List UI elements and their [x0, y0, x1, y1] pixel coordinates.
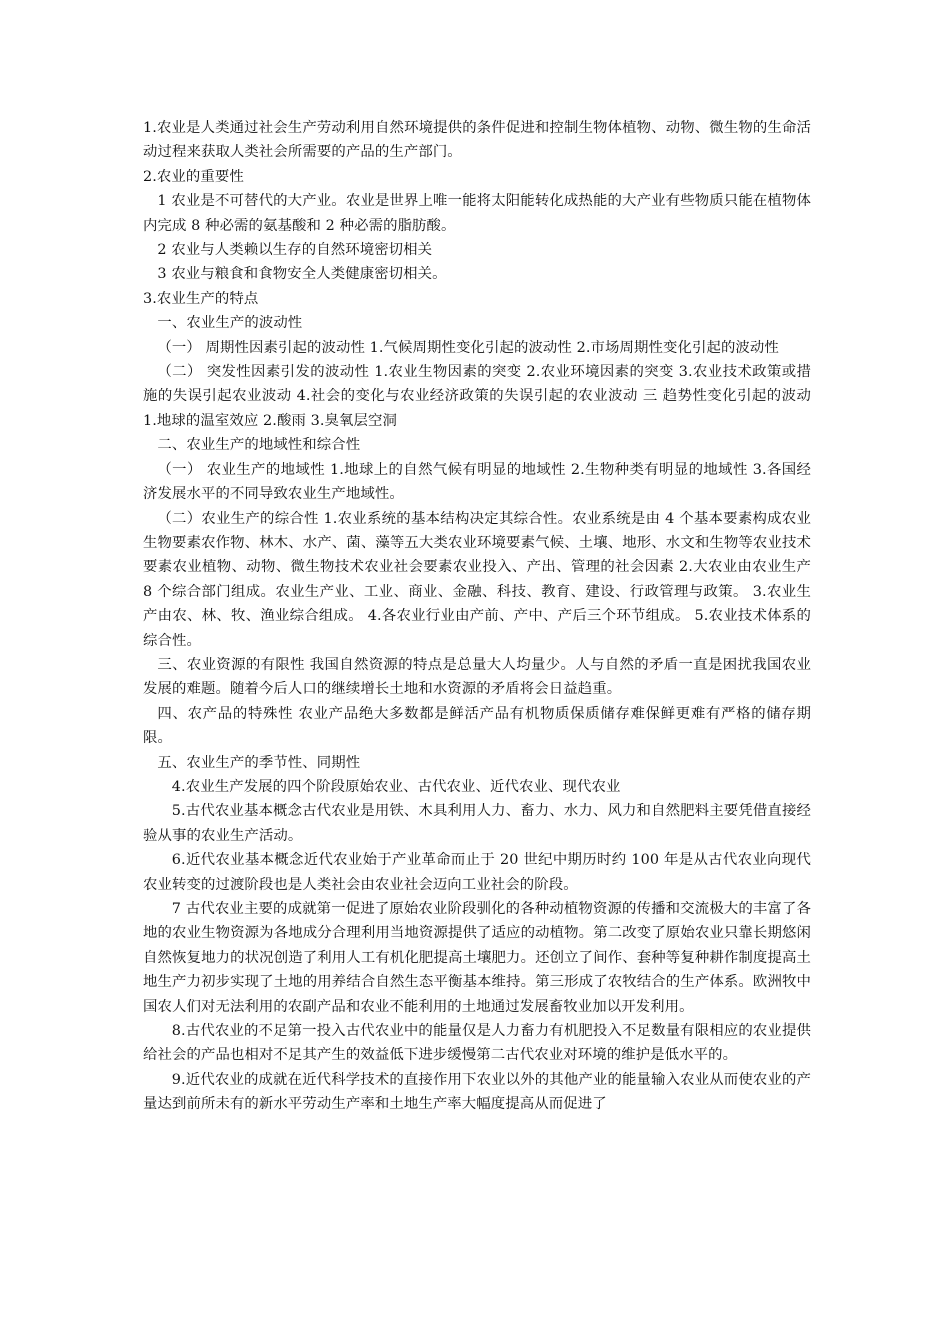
paragraph-periodic-volatility: （一） 周期性因素引起的波动性 1.气候周期性变化引起的波动性 2.市场周期性变化引起的波动性: [157, 339, 779, 356]
paragraph-modern-concept: 6.近代农业基本概念近代农业始于产业革命而止于 20 世纪中期历时约 100 年是从古代农业向现代农业转变的过渡阶段也是人类社会由农业社会迈向工业社会的阶段。: [143, 852, 811, 893]
paragraph-resources: 三、农业资源的有限性 我国自然资源的特点是总量大人均量少。人与自然的矛盾一直是困扰我国农业发展的难题。随着今后人口的继续增长土地和水资源的矛盾将会日益趋重。: [143, 656, 811, 698]
heading-characteristics: 3.农业生产的特点: [143, 290, 259, 307]
subheading-regional: 二、农业生产的地域性和综合性: [157, 437, 361, 454]
paragraph-ancient-shortcomings: 8.古代农业的不足第一投入古代农业中的能量仅是人力畜力有机肥投入不足数量有限相应的农业提供给社会的产品也相对不足其产生的效益低下进步缓慢第二古代农业对环境的维护是低水平的。: [143, 1023, 811, 1064]
paragraph-sudden-volatility: （二） 突发性因素引发的波动性 1.农业生物因素的突变 2.农业环境因素的突变 3.农业技术政策或措施的失误引起农业波动 4.社会的变化与农业经济政策的失误引起的农业波动 三 趋势性变化引起的波动 1.地球的温室效应 2.酸雨 3.臭氧层空洞: [143, 364, 811, 429]
paragraph-regional: （一） 农业生产的地域性 1.地球上的自然气候有明显的地域性 2.生物种类有明显的地域性 3.各国经济发展水平的不同导致农业生产地域性。: [143, 461, 811, 503]
paragraph-products: 四、农产品的特殊性 农业产品绝大多数都是鲜活产品有机物质保质储存难保鲜更难有严格的储存期限。: [143, 705, 811, 747]
paragraph-four-stages: 4.农业生产发展的四个阶段原始农业、古代农业、近代农业、现代农业: [171, 778, 621, 795]
subheading-volatility: 一、农业生产的波动性: [157, 315, 303, 332]
paragraph-importance-3: 3 农业与粮食和食物安全人类健康密切相关。: [157, 266, 447, 283]
paragraph-importance-1: 1 农业是不可替代的大产业。农业是世界上唯一能将太阳能转化成热能的大产业有些物质只能在植物体内完成 8 种必需的氨基酸和 2 种必需的脂肪酸。: [143, 193, 811, 234]
paragraph-importance-2: 2 农业与人类赖以生存的自然环境密切相关: [157, 242, 433, 259]
paragraph-ancient-achievements: 7 古代农业主要的成就第一促进了原始农业阶段驯化的各种动植物资源的传播和交流极大的丰富了各地的农业生物资源为各地成分合理利用当地资源提供了适应的动植物。第二改变了原始农业只靠长期悠闲自然恢复地力的状况创造了利用人工有机化肥提高土壤肥力。还创立了间作、套种等复种耕作制度提高土地生产力初步实现了土地的用养结合自然生态平衡基本维持。第三形成了农牧结合的生产体系。欧洲牧中国农人们对无法利用的农副产品和农业不能利用的土地通过发展畜牧业加以开发利用。: [143, 901, 811, 1015]
paragraph-ancient-concept: 5.古代农业基本概念古代农业是用铁、木具利用人力、畜力、水力、风力和自然肥料主要凭借直接经验从事的农业生产活动。: [143, 803, 811, 844]
paragraph-definition: 1.农业是人类通过社会生产劳动利用自然环境提供的条件促进和控制生物体植物、动物、微生物的生命活动过程来获取人类社会所需要的产品的生产部门。: [143, 120, 811, 161]
heading-importance: 2.农业的重要性: [143, 168, 244, 185]
document-body: [143, 116, 811, 1117]
subheading-seasonality: 五、农业生产的季节性、同期性: [157, 754, 361, 771]
paragraph-comprehensive: （二）农业生产的综合性 1.农业系统的基本结构决定其综合性。农业系统是由 4 个基本要素构成农业生物要素农作物、林木、水产、菌、藻等五大类农业环境要素气候、土壤、地形、水文和生物等农业技术要素农业植物、动物、微生物技术农业社会要素农业投入、产出、管理的社会因素 2.大农业由农业生产 8 个综合部门组成。农业生产业、工业、商业、金融、科技、教育、建设、行政管理与政策。 3.农业生产由农、林、牧、渔业综合组成。 4.各农业行业由产前、产中、产后三个环节组成。 5.农业技术体系的综合性。: [143, 510, 811, 649]
paragraph-modern-achievements: 9.近代农业的成就在近代科学技术的直接作用下农业以外的其他产业的能量输入农业从而使农业的产量达到前所未有的新水平劳动生产率和土地生产率大幅度提高从而促进了: [143, 1071, 811, 1113]
